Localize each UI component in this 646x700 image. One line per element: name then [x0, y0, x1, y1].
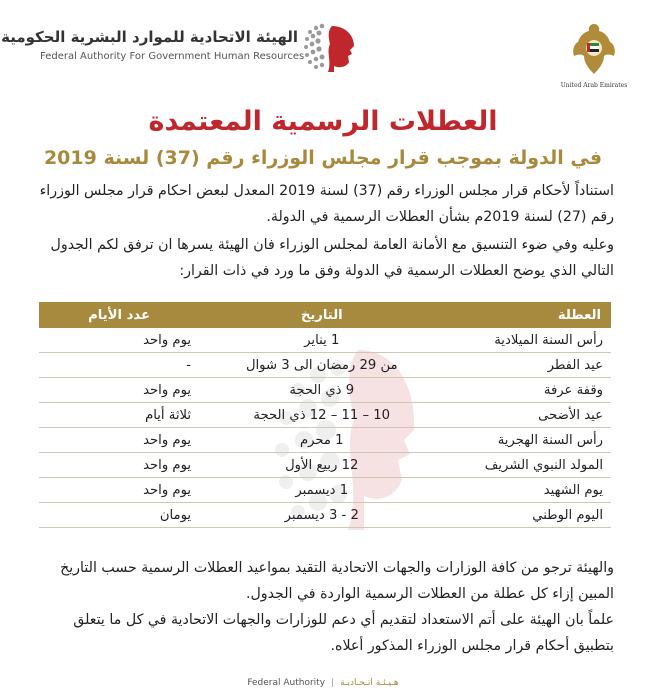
holiday-days: يوم واحد: [39, 453, 199, 478]
holiday-name: عيد الأضحى: [444, 403, 611, 428]
fahr-logo-icon: [302, 22, 358, 74]
table-row: [39, 428, 611, 453]
closing-paragraph-2: علماً بان الهيئة على أتم الاستعداد لتقديم أي دعم للوزارات والجهات الاتحادية في كل ما يتعلق بتطبيق أحكام قرار مجلس الوزراء المذكور أعلاه.: [73, 612, 614, 654]
footer-separator: |: [331, 678, 335, 688]
holiday-date: 12 ربيع الأول: [199, 453, 444, 478]
table-row: [39, 453, 611, 478]
holidays-table: [39, 302, 611, 528]
holiday-date: 1 ديسمبر: [199, 478, 444, 503]
header-days: عدد الأيام: [39, 302, 199, 328]
holiday-date: 9 ذي الحجة: [199, 378, 444, 403]
holiday-date: 2 - 3 ديسمبر: [199, 503, 444, 528]
intro-paragraph-1: استناداً لأحكام قرار مجلس الوزراء رقم (37) لسنة 2019 المعدل لبعض احكام قرار مجلس الوزراء رقم (27) لسنة 2019م بشأن العطلات الرسمية في الدولة.: [39, 183, 614, 225]
holiday-name: اليوم الوطني: [444, 503, 611, 528]
holiday-days: -: [39, 353, 199, 378]
holiday-days: يومان: [39, 503, 199, 528]
holiday-days: يوم واحد: [39, 428, 199, 453]
holiday-name: يوم الشهيد: [444, 478, 611, 503]
authority-logo: [1, 18, 370, 78]
header-holiday: العطلة: [444, 302, 611, 328]
holiday-date: 10 – 11 – 12 ذي الحجة: [199, 403, 444, 428]
table-row: [39, 353, 611, 378]
holiday-date: من 29 رمضان الى 3 شوال: [199, 353, 444, 378]
holiday-date: 1 محرم: [199, 428, 444, 453]
header-date: التاريخ: [199, 302, 444, 328]
holiday-days: يوم واحد: [39, 328, 199, 353]
page-subtitle: في الدولة بموجب قرار مجلس الوزراء رقم (37) لسنة 2019: [43, 147, 603, 169]
table-row: [39, 328, 611, 353]
holiday-name: رأس السنة الميلادية: [444, 328, 611, 353]
holiday-name: عيد الفطر: [444, 353, 611, 378]
table-row: [39, 478, 611, 503]
intro-paragraph-2: وعليه وفي ضوء التنسيق مع الأمانة العامة لمجلس الوزراء فان الهيئة يسرها ان ترفق لكم الجدول التالي الذي يوضح العطلات الرسمية في الدولة وفق ما ورد في ذات القرار:: [50, 237, 614, 279]
footer-en: Federal Authority: [247, 678, 326, 688]
holiday-days: يوم واحد: [39, 478, 199, 503]
holiday-days: ثلاثة أيام: [39, 403, 199, 428]
page-title: العطلات الرسمية المعتمدة: [148, 106, 498, 137]
table-header-row: [39, 302, 611, 328]
holiday-name: رأس السنة الهجرية: [444, 428, 611, 453]
closing-paragraph-1: والهيئة ترجو من كافة الوزارات والجهات الاتحادية التقيد بمواعيد العطلات الرسمية حسب التاريخ المبين إزاء كل عطلة من العطلات الرسمية الواردة في الجدول.: [60, 560, 614, 602]
table-row: [39, 378, 611, 403]
holiday-name: المولد النبوي الشريف: [444, 453, 611, 478]
authority-name: [1, 28, 305, 64]
holiday-name: وقفة عرفة: [444, 378, 611, 403]
footer-ar: هـيـئـة اتـحـاديـة: [340, 678, 399, 688]
emblem-caption: United Arab Emirates: [560, 82, 628, 89]
footer: [0, 678, 646, 688]
table-row: [39, 403, 611, 428]
table-row: [39, 503, 611, 528]
uae-falcon-emblem-icon: [570, 22, 618, 78]
authority-name-ar: الهيئة الاتحادية للموارد البشرية الحكومية: [1, 28, 298, 46]
holiday-date: 1 يناير: [199, 328, 444, 353]
authority-name-en: Federal Authority For Government Human Resources: [40, 51, 305, 62]
holiday-days: يوم واحد: [39, 378, 199, 403]
